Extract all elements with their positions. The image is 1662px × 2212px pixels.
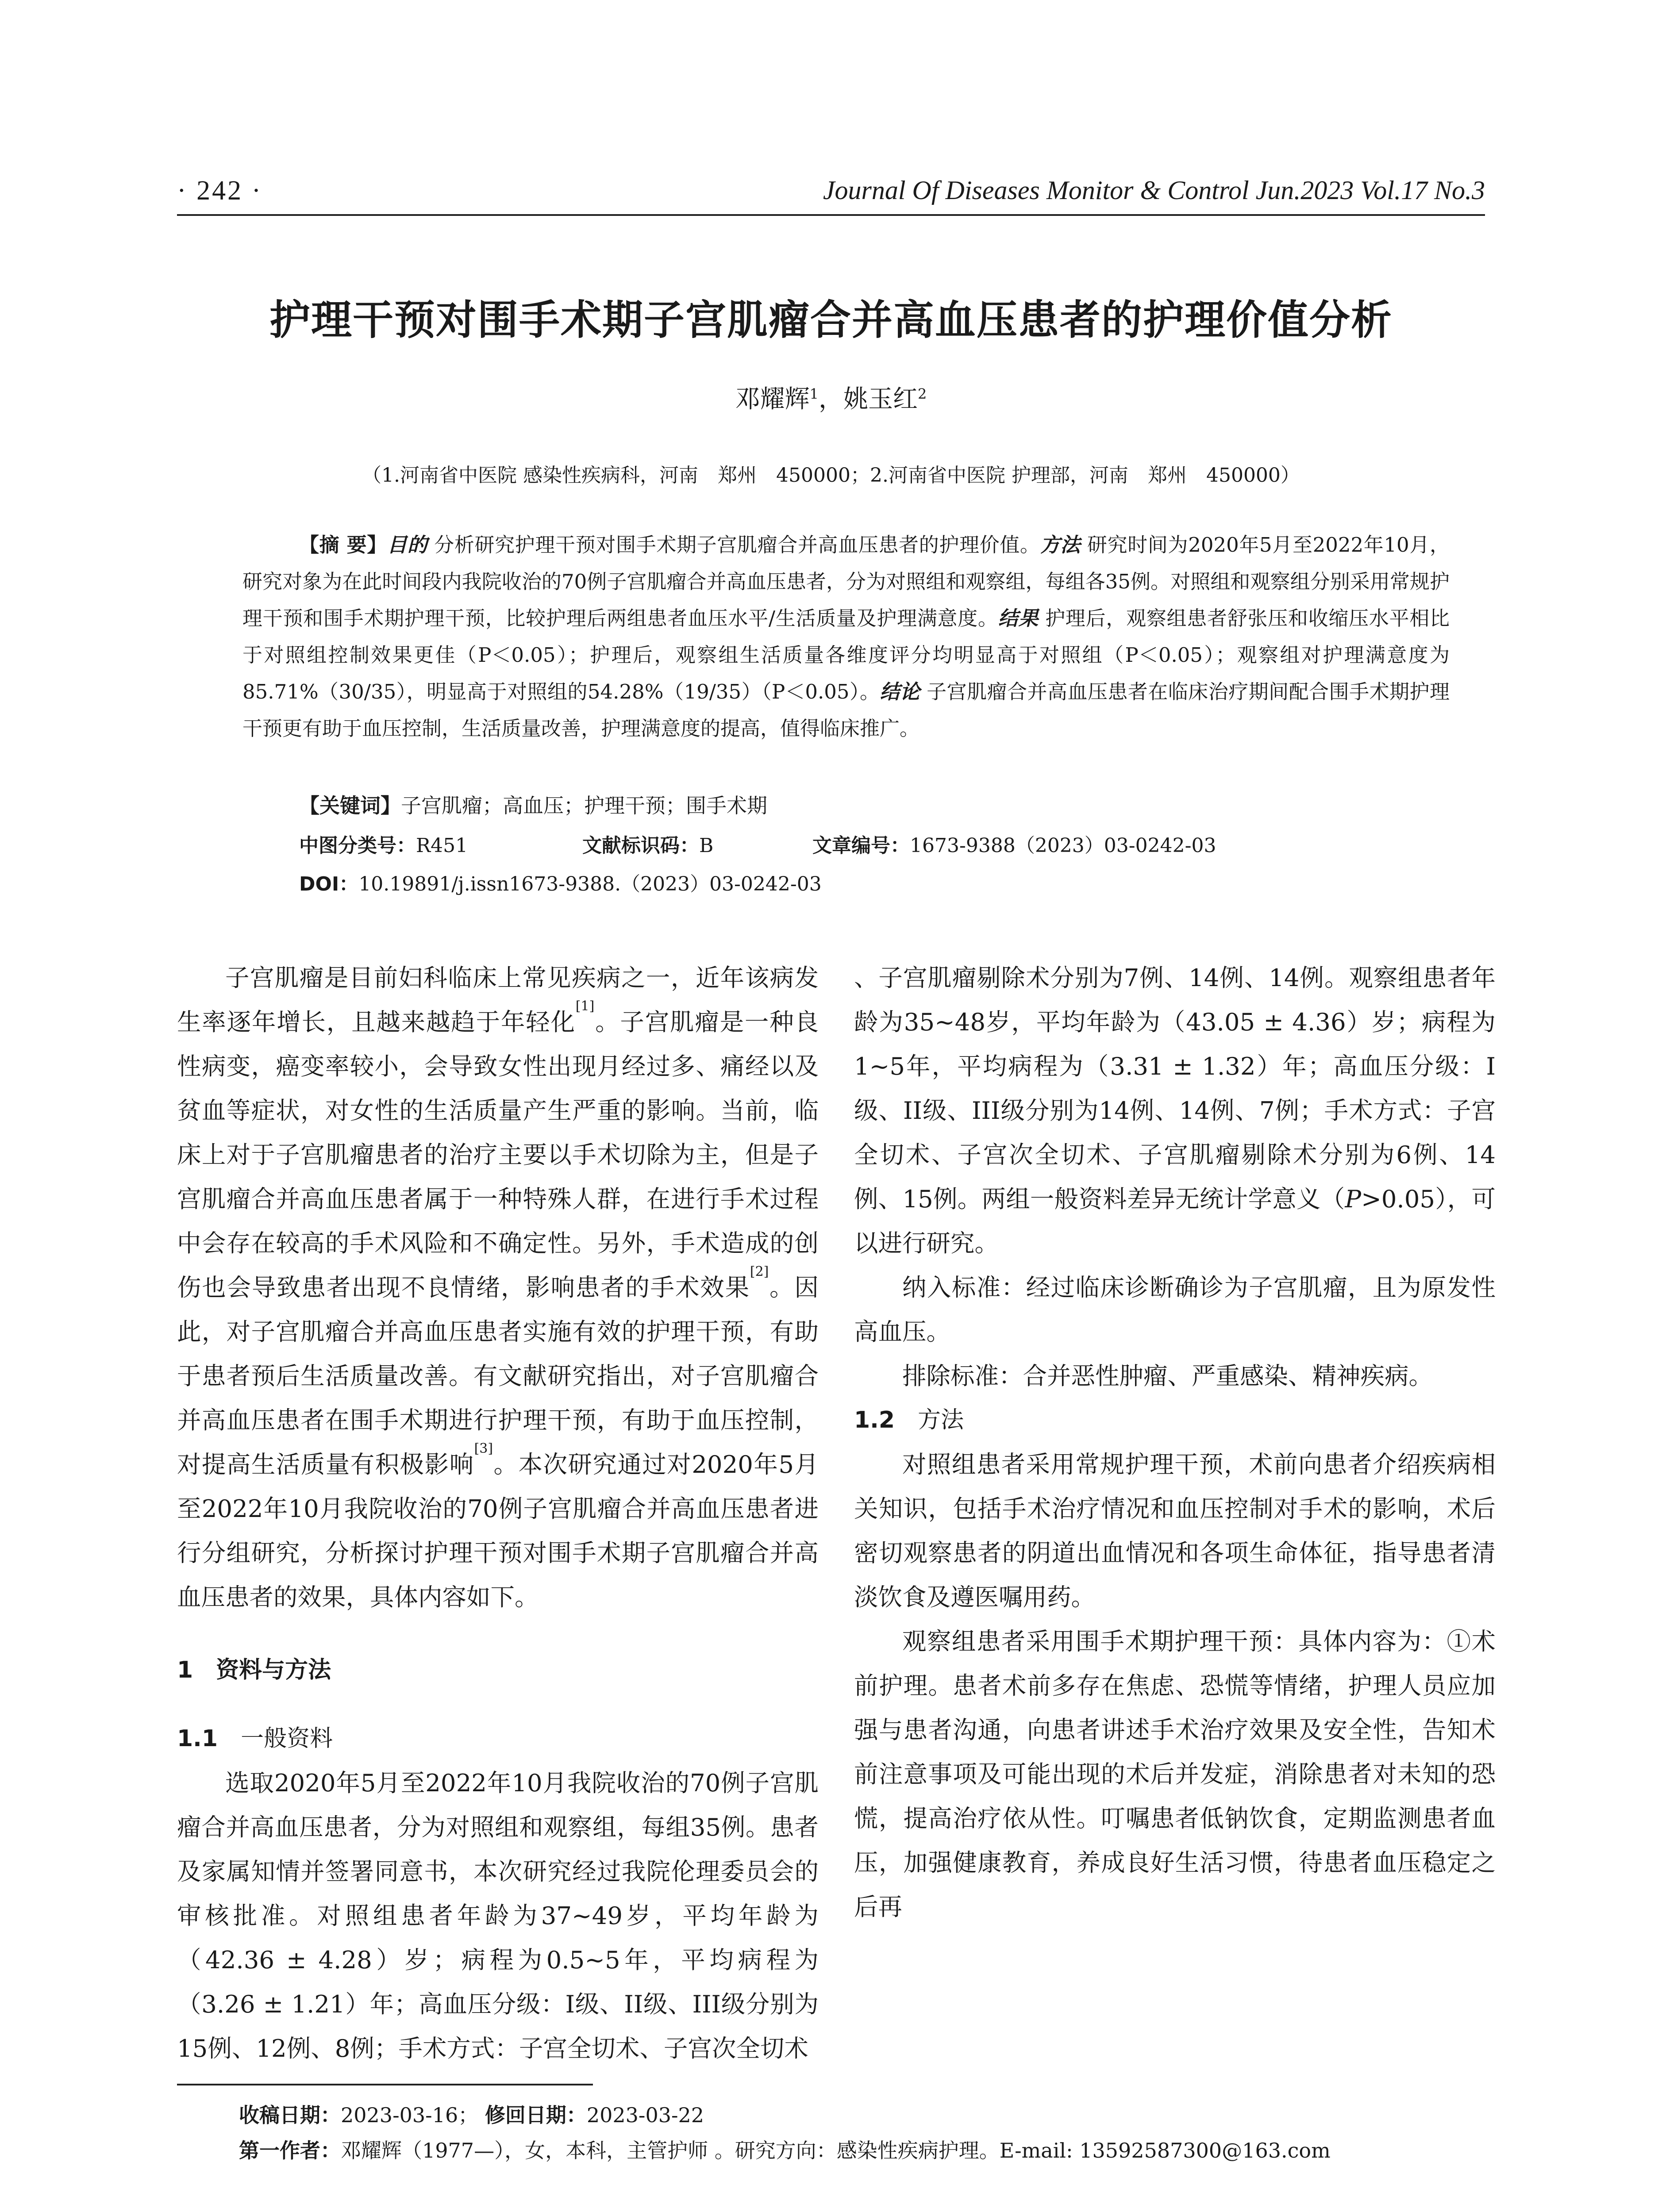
general-info-continued	[854, 956, 1496, 1265]
header-rule	[177, 214, 1485, 216]
section-heading: 1 资料与方法	[177, 1657, 331, 1683]
doc-code-field	[582, 830, 713, 858]
abstract-conclusion-tag: 结论	[880, 680, 920, 703]
page-number: · 242 ·	[177, 176, 263, 206]
abstract-method: 研究时间为2020年5月至2022年10月，研究对象为在此时间段内我院收治的70例子宫肌瘤合并高血压患者，分为对照组和观察组，每组各35例。对照组和观察组分别采用常规护理干预和围手术期护理干预，比较护理后两组患者血压水平/生活质量及护理满意度。	[242, 533, 1450, 630]
received-label: 收稿日期：	[239, 2103, 341, 2127]
footnote-author	[239, 2135, 1331, 2164]
article-number-label: 文章编号：	[812, 834, 910, 857]
intro-text: 。子宫肌瘤是一种良性病变，癌变率较小，会导致女性出现月经过多、痛经以及贫血等症状，对女性的生活质量产生严重的影响。当前，临床上对于子宫肌瘤患者的治疗主要以手术切除为主，但是子宫肌瘤合并高血压患者属于一种特殊人群，在进行手术过程中会存在较高的手术风险和不确定性。另外，手术造成的创伤也会导致患者出现不良情绪，影响患者的手术效果	[177, 1008, 819, 1302]
author-line	[177, 380, 1485, 415]
doi	[299, 868, 822, 896]
intro-paragraph	[177, 956, 819, 1619]
subsection-title: 一般资料	[218, 1725, 333, 1752]
general-info-text: 、子宫肌瘤剔除术分别为7例、14例、14例。观察组患者年龄为35~48岁，平均年龄为（43.05 ± 4.36）岁；病程为1~5年，平均病程为（3.31 ± 1.32）年；高血压分级：I级、II级、III级分别为14例、14例、7例；手术方式：子宫全切术、子宫次全切术、子宫肌瘤剔除术分别为6例、14例、15例。两组一般资料差异无统计学意义（	[854, 964, 1496, 1213]
citation: [2]	[750, 1264, 769, 1279]
citation: [3]	[474, 1441, 493, 1456]
intro-text: 。本次研究通过对2020年5月至2022年10月我院收治的70例子宫肌瘤合并高血压患者进行分组研究，分析探讨护理干预对围手术期子宫肌瘤合并高血压患者的效果，具体内容如下。	[177, 1450, 819, 1611]
body-column-left	[177, 956, 819, 2070]
author-affiliation-mark: 2	[918, 385, 927, 403]
clc-field	[299, 830, 468, 858]
abstract	[242, 526, 1450, 747]
abstract-objective-tag: 目的	[387, 533, 428, 557]
running-head	[177, 175, 1485, 224]
affiliation: （1.河南省中医院 感染性疾病科，河南 郑州 450000；2.河南省中医院 护理部，河南 郑州 450000）	[362, 464, 1300, 487]
revised-date: 2023-03-22	[586, 2103, 704, 2127]
doc-code-label: 文献标识码：	[582, 834, 699, 857]
citation: [1]	[575, 998, 595, 1014]
author-name: 邓耀辉	[735, 385, 810, 414]
subsection-title: 方法	[895, 1407, 964, 1433]
clc-value: R451	[416, 834, 468, 857]
revised-label: 修回日期：	[485, 2103, 587, 2127]
footnote-rule	[177, 2084, 593, 2085]
subsection-number: 1.2	[854, 1407, 895, 1433]
intro-text: 。因此，对子宫肌瘤合并高血压患者实施有效的护理干预，有助于患者预后生活质量改善。有文献研究指出，对子宫肌瘤合并高血压患者在围手术期进行护理干预，有助于血压控制，对提高生活质量有积极影响	[177, 1273, 819, 1479]
subsection-heading	[854, 1398, 1496, 1442]
clc-label: 中图分类号：	[299, 834, 416, 857]
method-control-paragraph: 对照组患者采用常规护理干预，术前向患者介绍疾病相关知识，包括手术治疗情况和血压控制对手术的影响，术后密切观察患者的阴道出血情况和各项生命体征，指导患者清淡饮食及遵医嘱用药。	[854, 1450, 1496, 1611]
subsection-heading	[177, 1717, 819, 1761]
abstract-conclusion: 子宫肌瘤合并高血压患者在临床治疗期间配合围手术期护理干预更有助于血压控制，生活质量改善，护理满意度的提高，值得临床推广。	[242, 680, 1450, 740]
abstract-label: 【摘 要】	[299, 533, 387, 557]
article-title: 护理干预对围手术期子宫肌瘤合并高血压患者的护理价值分析	[269, 296, 1393, 344]
first-author-label: 第一作者：	[239, 2139, 341, 2162]
keywords-label: 【关键词】	[299, 794, 401, 818]
general-info-paragraph	[177, 1761, 819, 2070]
author-affiliation-mark: 1	[809, 385, 819, 403]
doc-code-value: B	[699, 834, 714, 857]
author-separator: ，	[819, 385, 843, 414]
abstract-result: 护理后，观察组患者舒张压和收缩压水平相比于对照组控制效果更佳（P＜0.05）；护理后，观察组生活质量各维度评分均明显高于对照组（P＜0.05）；观察组对护理满意度为85.71%（30/35），明显高于对照组的54.28%（19/35）（P＜0.05）。	[242, 607, 1450, 703]
exclusion-paragraph: 排除标准：合并恶性肿瘤、严重感染、精神疾病。	[902, 1362, 1433, 1390]
keywords	[299, 790, 1450, 819]
body-column-right	[854, 956, 1496, 1929]
general-info-text: 选取2020年5月至2022年10月我院收治的70例子宫肌瘤合并高血压患者，分为对照组和观察组，每组35例。患者及家属知情并签署同意书，本次研究经过我院伦理委员会的审核批准。对照组患者年龄为37~49岁，平均年龄为（42.36 ± 4.28）岁；病程为0.5~5年，平均病程为（3.26 ± 1.21）年；高血压分级：I级、II级、III级分别为15例、12例、8例；手术方式：子宫全切术、子宫次全切术	[177, 1769, 819, 2062]
footnote-dates	[239, 2099, 704, 2128]
keywords-text: 子宫肌瘤；高血压；护理干预；围手术期	[401, 794, 767, 818]
article-number-field	[812, 830, 1216, 858]
abstract-objective: 分析研究护理干预对围手术期子宫肌瘤合并高血压患者的护理价值。	[427, 533, 1040, 557]
subsection-number: 1.1	[177, 1725, 218, 1752]
article-number-value: 1673-9388（2023）03-0242-03	[910, 834, 1216, 857]
doi-label: DOI：	[299, 873, 359, 895]
author-name: 姚玉红	[843, 385, 918, 414]
p-symbol: P	[1345, 1185, 1362, 1213]
method-observation-paragraph: 观察组患者采用围手术期护理干预：具体内容为：①术前护理。患者术前多存在焦虑、恐慌等情绪，护理人员应加强与患者沟通，向患者讲述手术治疗效果及安全性，告知术前注意事项及可能出现的术后并发症，消除患者对未知的恐慌，提高治疗依从性。叮嘱患者低钠饮食，定期监测患者血压，加强健康教育，养成良好生活习惯，待患者血压稳定之后再	[854, 1627, 1496, 1921]
inclusion-paragraph: 纳入标准：经过临床诊断确诊为子宫肌瘤，且为原发性高血压。	[854, 1273, 1496, 1346]
received-date: 2023-03-16；	[341, 2103, 479, 2127]
abstract-result-tag: 结果	[998, 607, 1039, 630]
doi-value: 10.19891/j.issn1673-9388.（2023）03-0242-03	[358, 873, 822, 895]
first-author-info: 邓耀辉（1977—），女，本科，主管护师 。研究方向：感染性疾病护理。E-mail: 13592587300@163.com	[341, 2139, 1331, 2162]
abstract-method-tag: 方法	[1040, 533, 1081, 557]
journal-info: Journal Of Diseases Monitor & Control Jun.2023 Vol.17 No.3	[823, 176, 1485, 205]
intro-text: 子宫肌瘤是目前妇科临床上常见疾病之一，近年该病发生率逐年增长，且越来越趋于年轻化	[177, 964, 819, 1036]
general-info-text: >0.05），可以进行研究。	[854, 1185, 1496, 1257]
